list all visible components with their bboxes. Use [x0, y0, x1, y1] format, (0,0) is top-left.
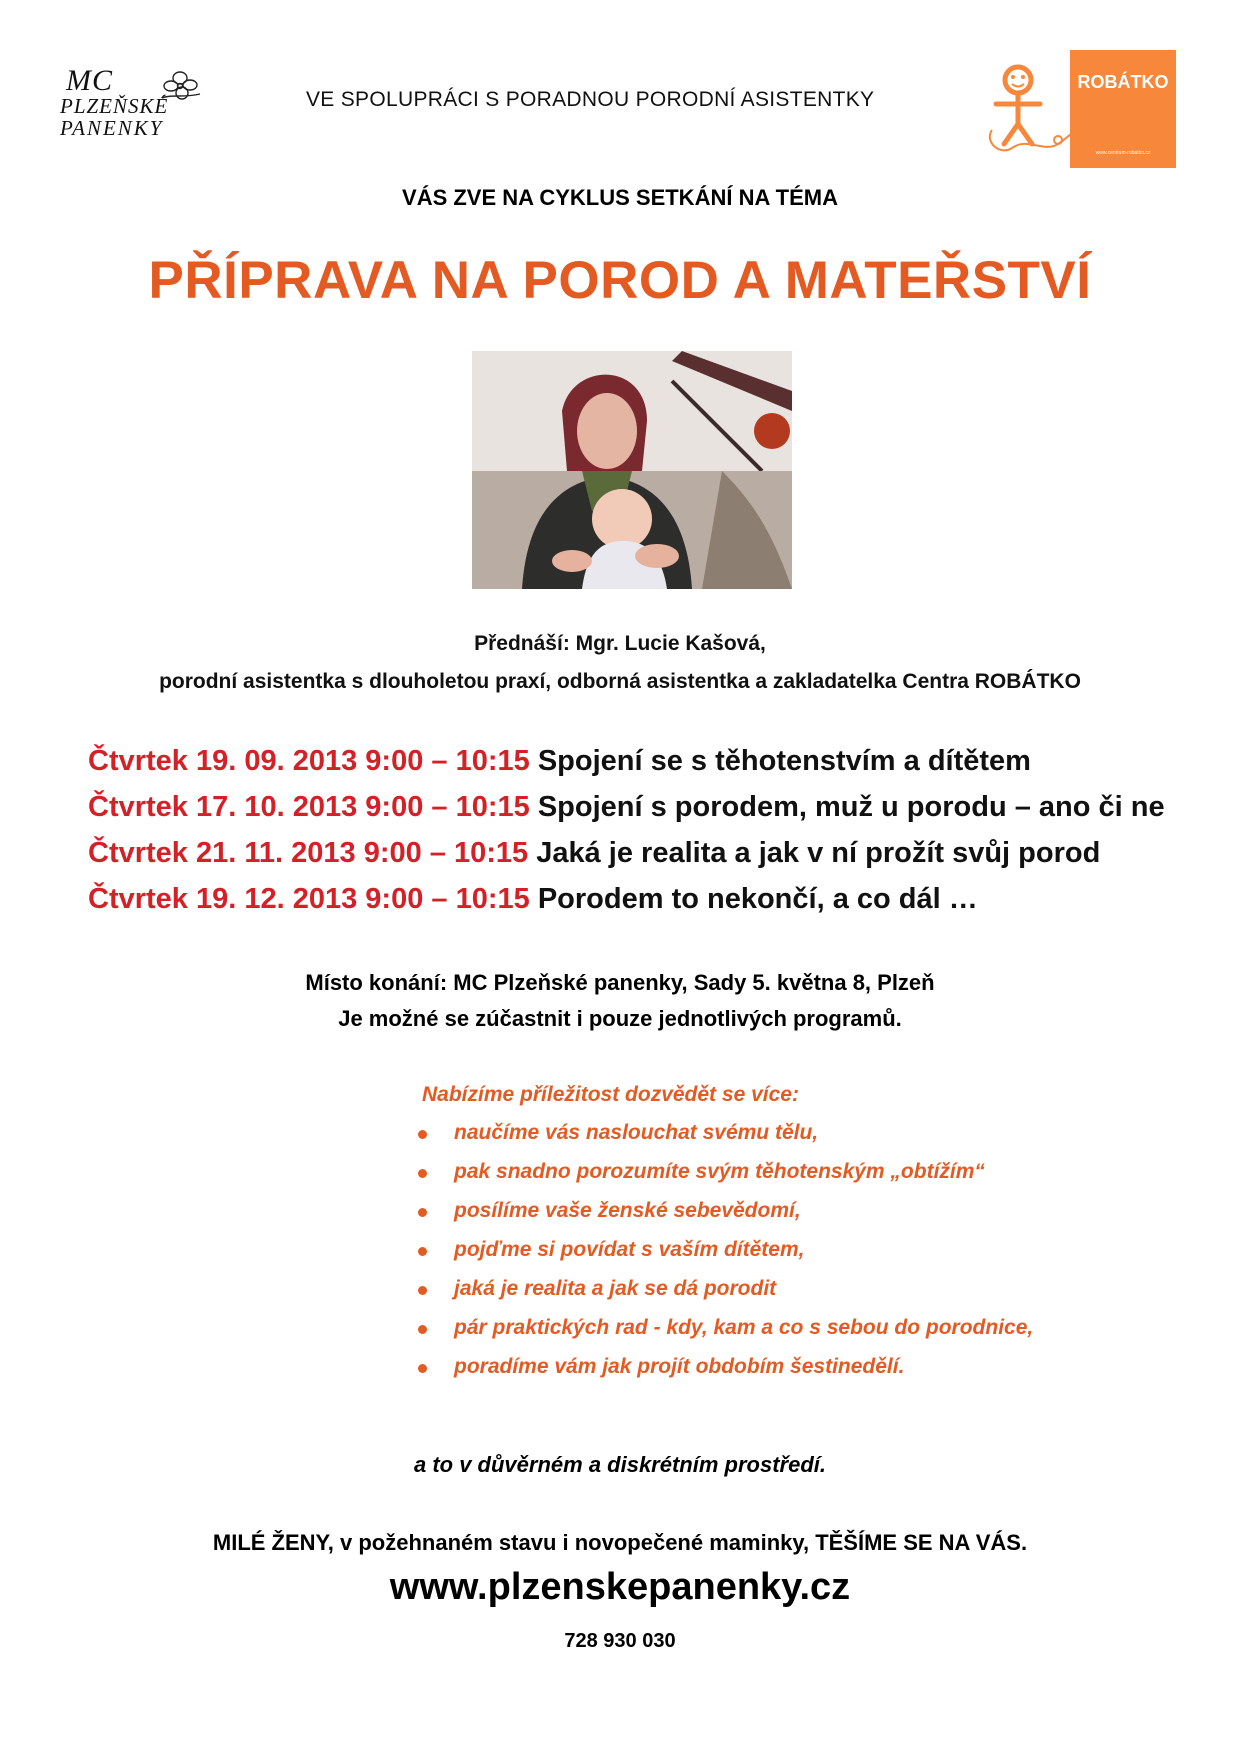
invite-line: VÁS ZVE NA CYKLUS SETKÁNÍ NA TÉMA [402, 185, 838, 210]
bullet-icon [418, 1208, 427, 1217]
schedule-date: Čtvrtek 19. 09. 2013 9:00 – 10:15 [88, 745, 530, 777]
schedule-item [88, 745, 1031, 778]
logo-line-plzenske: PLZEŇSKÉ [60, 94, 169, 118]
robatko-logo [1070, 50, 1176, 168]
schedule-topic: Spojení se s těhotenstvím a dítětem [537, 745, 1031, 777]
greeting: MILÉ ŽENY, v požehnaném stavu i novopečené maminky, TĚŠÍME SE NA VÁS. [212, 1530, 1028, 1555]
schedule-item [88, 791, 1165, 824]
schedule-date: Čtvrtek 21. 11. 2013 9:00 – 10:15 [88, 837, 529, 869]
lecturer-description: porodní asistentka s dlouholetou praxí, odborná asistentka a zakladatelka Centra ROBÁTKO [159, 670, 1081, 693]
logo-line-panenky: PANENKY [60, 116, 164, 140]
list-item-text: pak snadno porozumíte svým těhotenským „obtížím“ [454, 1160, 985, 1183]
bullet-icon [418, 1169, 427, 1178]
lecturer-name: Přednáší: Mgr. Lucie Kašová, [474, 632, 766, 655]
logo-plzenske-panenky [58, 66, 238, 146]
offer-title: Nabízíme příležitost dozvědět se více: [422, 1083, 799, 1106]
list-item-text: posílíme vaše ženské sebevědomí, [454, 1199, 801, 1222]
schedule-date: Čtvrtek 17. 10. 2013 9:00 – 10:15 [88, 791, 530, 823]
bullet-icon [418, 1286, 427, 1295]
list-item-text: naučíme vás naslouchat svému tělu, [454, 1121, 819, 1144]
bullet-icon [418, 1364, 427, 1373]
venue-note: Je možné se zúčastnit i pouze jednotlivých programů. [338, 1006, 902, 1031]
robatko-figure-icon [982, 60, 1080, 160]
schedule-topic: Spojení s porodem, muž u porodu – ano či ne [537, 791, 1165, 823]
schedule-topic: Porodem to nekončí, a co dál … [537, 883, 978, 915]
lecturer-photo [472, 351, 792, 589]
phone-number: 728 930 030 [564, 1630, 676, 1652]
schedule-date: Čtvrtek 19. 12. 2013 9:00 – 10:15 [88, 883, 530, 915]
robatko-logo-name: ROBÁTKO [1077, 72, 1169, 92]
bullet-icon [418, 1325, 427, 1334]
logo-line-mc: MC [66, 64, 113, 97]
list-item-text: poradíme vám jak projít obdobím šestinedělí. [454, 1355, 905, 1378]
website-link[interactable]: www.plzenskepanenky.cz [389, 1566, 851, 1608]
partner-line: VE SPOLUPRÁCI S PORADNOU PORODNÍ ASISTENTKY [306, 88, 875, 111]
list-item-text: jaká je realita a jak se dá porodit [454, 1277, 777, 1300]
list-item-text: pojďme si povídat s vaším dítětem, [454, 1238, 805, 1261]
schedule-topic: Jaká je realita a jak v ní prožít svůj porod [536, 837, 1101, 869]
list-item-text: pár praktických rad - kdy, kam a co s sebou do porodnice, [454, 1316, 1034, 1339]
robatko-logo-url: www.centrum-robatko.cz [1095, 150, 1151, 156]
page-title: PŘÍPRAVA NA POROD A MATEŘSTVÍ [148, 251, 1092, 310]
schedule-item [88, 883, 978, 916]
schedule-item [88, 837, 1100, 870]
discretion-note: a to v důvěrném a diskrétním prostředí. [413, 1452, 826, 1477]
venue-place: Místo konání: MC Plzeňské panenky, Sady 5. května 8, Plzeň [305, 970, 935, 995]
bullet-icon [418, 1247, 427, 1256]
bullet-icon [418, 1130, 427, 1139]
